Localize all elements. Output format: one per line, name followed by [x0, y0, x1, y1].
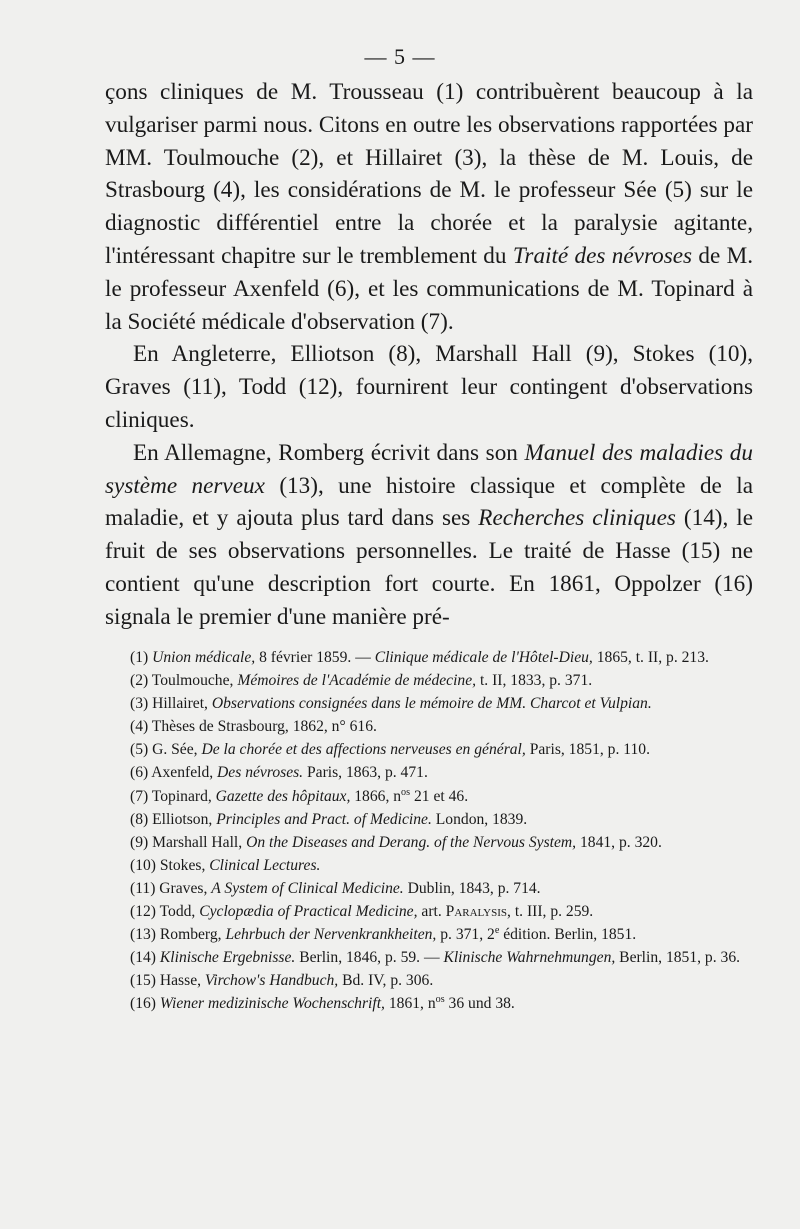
text-segment: Cyclopædia of Practical Medicine,	[199, 903, 418, 921]
text-segment: 1866, n	[350, 787, 402, 805]
text-segment: 8 février 1859. —	[255, 649, 375, 666]
text-segment: Dublin, 1843, p. 714.	[403, 879, 541, 897]
text-segment: (4) Thèses de Strasbourg, 1862, n° 616.	[130, 718, 377, 736]
text-segment: 1865, t. II, p. 213.	[592, 649, 709, 666]
text-segment: (9) Marshall Hall,	[130, 833, 247, 851]
footnote	[106, 808, 752, 831]
text-segment: (1)	[130, 649, 153, 666]
page-number: — 5 —	[364, 44, 436, 69]
footnote	[106, 669, 752, 692]
footnote	[106, 831, 752, 854]
text-segment: Berlin, 1846, p. 59. —	[295, 949, 444, 967]
text-segment: (6) Axenfeld,	[130, 764, 218, 782]
paragraph	[105, 76, 753, 338]
text-segment: Klinische Ergebnisse.	[159, 949, 296, 967]
text-segment: Des névroses.	[217, 764, 304, 782]
text-segment: Clinique médicale de l'Hôtel-Dieu,	[374, 649, 593, 666]
text-segment: 21 et 46.	[410, 787, 469, 805]
text-segment: (5) G. Sée,	[130, 741, 202, 759]
text-segment: A System of Clinical Medicine.	[211, 879, 404, 897]
text-segment: p. 371, 2	[436, 926, 495, 944]
text-segment: (11) Graves,	[130, 879, 212, 897]
paragraph	[105, 437, 753, 634]
text-segment: 36 und 38.	[444, 995, 515, 1013]
text-segment: De la chorée et des affections nerveuses en général,	[201, 741, 526, 759]
text-segment: os	[401, 786, 411, 798]
text-segment: Berlin, 1851, p. 36.	[615, 949, 741, 967]
text-segment: 1841, p. 320.	[576, 833, 662, 851]
text-segment: 1861, n	[384, 995, 436, 1013]
text-segment: London, 1839.	[431, 810, 528, 828]
text-segment: Union médicale,	[152, 649, 256, 666]
text-segment: os	[435, 994, 445, 1006]
text-segment: (12) Todd,	[130, 903, 200, 921]
text-segment: Manuel des maladies du système nerveux	[105, 439, 753, 499]
text-segment: çons cliniques de M. Trousseau (1) contribuèrent beaucoup à la vulgariser parmi nous. Citons en outre les observations rapportées par MM. Toulmouche (2), et Hillairet (3), la thèse de M. Louis, de Strasbourg (4), les considérations de M. le professeur Sée (5) sur le diagnostic différentiel entre la chorée et la paralysie agitante, l'intéressant chapitre sur le tremblement du	[105, 79, 753, 269]
text-segment: (7) Topinard,	[130, 787, 216, 805]
text-segment: Observations consignées dans le mémoire de MM. Charcot et Vulpian.	[211, 695, 652, 713]
text-segment: (13) Romberg,	[130, 926, 226, 944]
text-segment: art.	[417, 903, 446, 921]
text-segment: (16)	[130, 995, 160, 1013]
text-segment: Lehrbuch der Nervenkrankheiten,	[225, 926, 437, 944]
text-segment: (10) Stokes,	[130, 856, 210, 874]
footnote	[106, 761, 752, 784]
text-segment: (3) Hillairet,	[130, 695, 212, 713]
paragraph	[105, 338, 753, 436]
text-segment: On the Diseases and Derang. of the Nervous System,	[246, 833, 577, 851]
footnotes	[106, 646, 752, 1016]
text-segment: Wiener medizinische Wochenschrift,	[159, 995, 385, 1013]
text-segment: Principles and Pract. of Medicine.	[216, 810, 432, 828]
footnote	[106, 854, 752, 877]
text-segment: Paris, 1851, p. 110.	[525, 741, 650, 759]
body-text	[105, 76, 753, 634]
footnote	[106, 692, 752, 715]
footnote	[106, 785, 752, 808]
text-segment: de M. le professeur Axenfeld (6), et les communications de M. Topinard à la Société médicale d'observation (7).	[105, 242, 753, 335]
text-segment: Recherches cliniques	[478, 505, 676, 532]
text-segment: (15) Hasse,	[130, 972, 205, 990]
text-segment: (2) Toulmouche,	[130, 672, 238, 690]
text-segment: édition. Berlin, 1851.	[499, 926, 637, 944]
footnote	[106, 646, 752, 669]
text-segment: En Angleterre, Elliotson (8), Marshall Hall (9), Stokes (10), Graves (11), Todd (12), fournirent leur contingent d'observations cliniques.	[105, 341, 753, 433]
footnote	[106, 715, 752, 738]
text-segment: (8) Elliotson,	[130, 810, 217, 828]
footnote	[106, 900, 752, 923]
text-segment: Klinische Wahrnehmungen,	[443, 949, 616, 967]
footnote	[106, 992, 752, 1015]
text-segment: Virchow's Handbuch,	[204, 972, 339, 990]
text-segment: Paralysis	[445, 903, 508, 921]
footnote	[106, 946, 752, 969]
footnote	[106, 738, 752, 761]
footnote	[106, 923, 752, 946]
text-segment: , t. III, p. 259.	[507, 903, 594, 921]
footnote	[106, 969, 752, 992]
text-segment: (13), une histoire classique et complète de la maladie, et y ajouta plus tard dans ses	[105, 472, 753, 532]
footnote	[106, 877, 752, 900]
text-segment: (14), le fruit de ses observations personnelles. Le traité de Hasse (15) ne contient qu'une description fort courte. En 1861, Oppolzer (16) signala le premier d'une manière pré-	[105, 505, 753, 630]
text-segment: En Allemagne, Romberg écrivit dans son	[133, 439, 525, 466]
text-segment: Paris, 1863, p. 471.	[303, 764, 428, 782]
text-segment: e	[494, 924, 500, 936]
text-segment: Bd. IV, p. 306.	[338, 972, 434, 990]
text-segment: Gazette des hôpitaux,	[215, 787, 351, 805]
text-segment: t. II, 1833, p. 371.	[476, 672, 593, 690]
text-segment: (14)	[130, 949, 160, 967]
text-segment: Mémoires de l'Académie de médecine,	[237, 672, 477, 690]
text-segment: Clinical Lectures.	[209, 856, 321, 874]
text-segment: Traité des névroses	[512, 242, 693, 269]
